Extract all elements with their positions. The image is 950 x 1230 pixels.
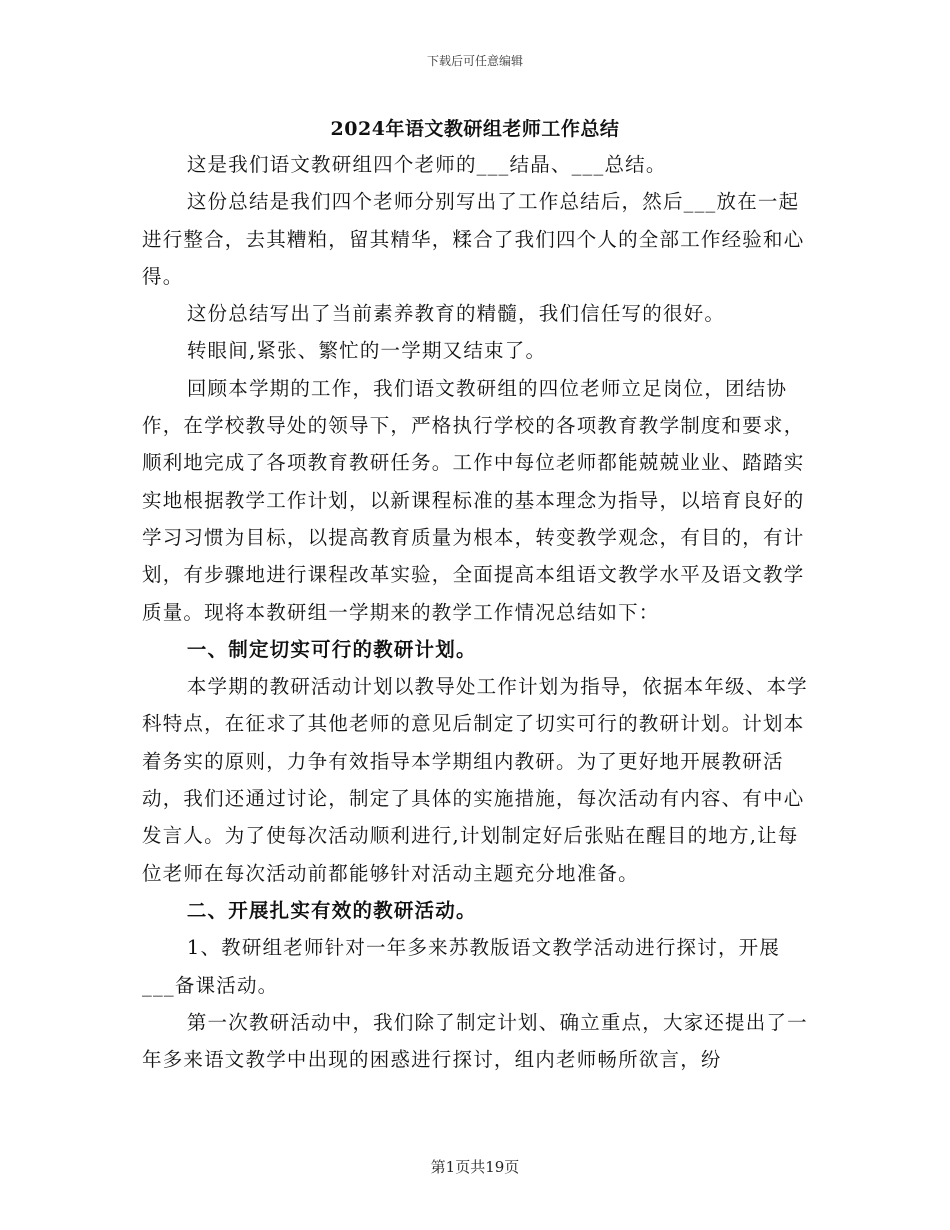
body-paragraph: 本学期的教研活动计划以教导处工作计划为指导，依据本年级、本学科特点，在征求了其他老师的意见后制定了切实可行的教研计划。计划本着务实的原则，力争有效指导本学期组内教研。为了更好地开展教研活动，我们还通过讨论，制定了具体的实施措施，每次活动有内容、有中心发言人。为了使每次活动顺利进行,计划制定好后张贴在醒目的地方,让每位老师在每次活动前都能够针对活动主题充分地准备。 (142, 675, 808, 885)
body-paragraph: 这份总结是我们四个老师分别写出了工作总结后，然后___放在一起进行整合，去其糟粕，留其精华，糅合了我们四个人的全部工作经验和心得。 (142, 190, 805, 288)
body-paragraph: 这是我们语文教研组四个老师的___结晶、___总结。 (186, 153, 667, 176)
document-title: 2024年语文教研组老师工作总结 (330, 118, 620, 140)
body-paragraph: 转眼间,紧张、繁忙的一学期又结束了。 (186, 339, 547, 363)
document-body (142, 146, 812, 1078)
body-paragraph: 1、教研组老师针对一年多来苏教版语文教学活动进行探讨，开展___备课活动。 (142, 936, 781, 997)
page-footer: 第1页共19页 (430, 1158, 520, 1176)
body-paragraph: 第一次教研活动中，我们除了制定计划、确立重点，大家还提出了一年多来语文教学中出现的困惑进行探讨，组内老师畅所欲言，纷 (142, 1010, 808, 1072)
body-paragraph: 这份总结写出了当前素养教育的精髓，我们信任写的很好。 (186, 302, 726, 326)
section-heading: 一、制定切实可行的教研计划。 (186, 637, 477, 661)
header-note: 下载后可任意编辑 (426, 54, 523, 68)
section-heading: 二、开展扎实有效的教研活动。 (186, 898, 477, 922)
body-paragraph: 回顾本学期的工作，我们语文教研组的四位老师立足岗位，团结协作，在学校教导处的领导下，严格执行学校的各项教育教学制度和要求，顺利地完成了各项教育教研任务。工作中每位老师都能兢兢业业、踏踏实实地根据教学工作计划，以新课程标准的基本理念为指导，以培育良好的学习习惯为目标，以提高教育质量为根本，转变教学观念，有目的，有计划，有步骤地进行课程改革实验，全面提高本组语文教学水平及语文教学质量。现将本教研组一学期来的教学工作情况总结如下： (142, 376, 805, 624)
